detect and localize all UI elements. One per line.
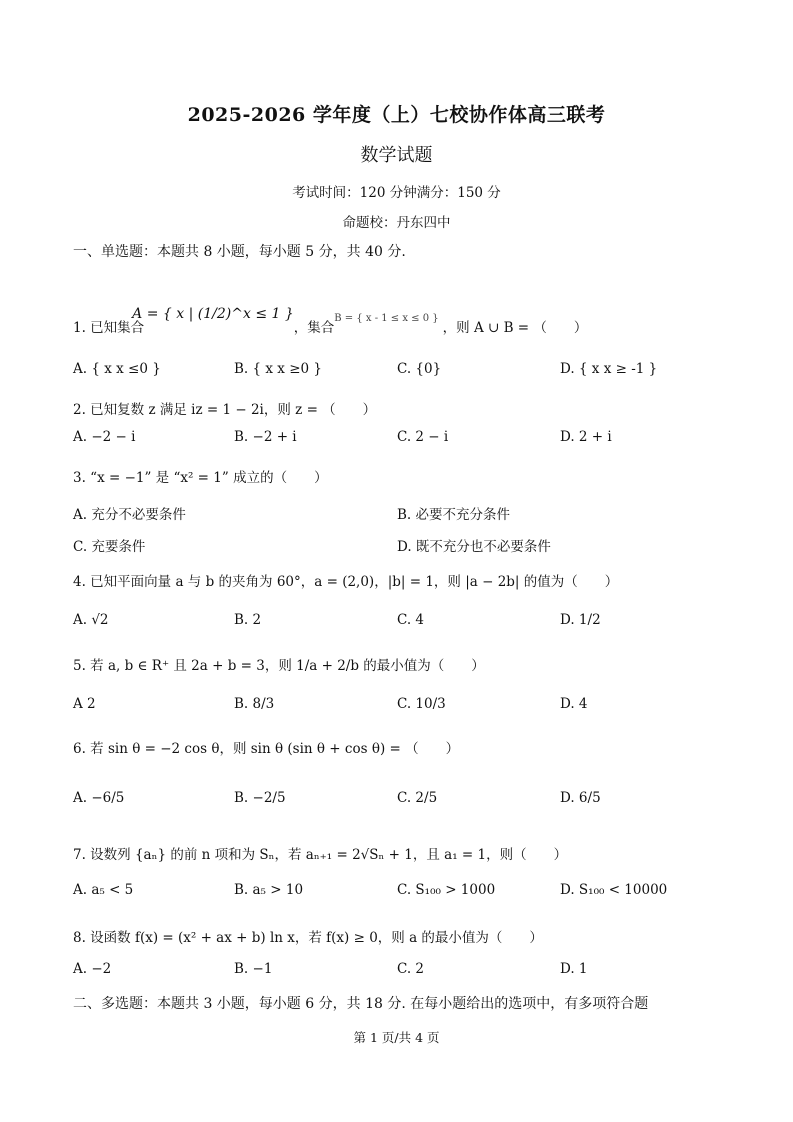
q7-option-b: B. a₅ > 10 xyxy=(234,882,304,898)
exam-school: 命题校：丹东四中 xyxy=(342,215,451,231)
question-6: 6. 若 sin θ = −2 cos θ，则 sin θ (sin θ + cos θ) = （ ） xyxy=(73,741,460,757)
q5-option-d: D. 4 xyxy=(560,696,588,712)
q1-set-a xyxy=(132,306,294,322)
q1-set-b: B = { x - 1 ≤ x ≤ 0 } xyxy=(334,313,439,324)
q3-option-a: A. 充分不必要条件 xyxy=(73,507,186,523)
q6-option-a: A. −6/5 xyxy=(73,790,125,806)
q2-option-d: D. 2 + i xyxy=(560,429,612,445)
q2-option-b: B. −2 + i xyxy=(234,429,297,445)
page-footer: 第 1 页/共 4 页 xyxy=(353,1030,440,1045)
q8-option-b: B. −1 xyxy=(234,961,273,977)
q8-option-c: C. 2 xyxy=(397,961,425,977)
q7-option-d: D. S₁₀₀ < 10000 xyxy=(560,882,668,898)
q1-stem-prefix: 1. 已知集合 xyxy=(73,320,145,336)
q2-option-a: A. −2 − i xyxy=(73,429,136,445)
q1-set-a-text: A = { x | (1/2)^x ≤ 1 } xyxy=(132,306,294,322)
q1-option-b: B. { x x ≥0 } xyxy=(234,361,322,377)
q2-option-c: C. 2 − i xyxy=(397,429,449,445)
q6-option-c: C. 2/5 xyxy=(397,790,438,806)
question-1 xyxy=(73,280,587,340)
exam-title: 2025-2026 学年度（上）七校协作体高三联考 xyxy=(187,104,606,126)
q5-option-b: B. 8/3 xyxy=(234,696,275,712)
q8-option-d: D. 1 xyxy=(560,961,588,977)
section-1-heading: 一、单选题：本题共 8 小题，每小题 5 分，共 40 分. xyxy=(73,244,406,260)
q1-option-d: D. { x x ≥ -1 } xyxy=(560,361,658,377)
section-2-heading: 二、多选题：本题共 3 小题，每小题 6 分，共 18 分. 在每小题给出的选项中，有多项符合题 xyxy=(73,996,649,1012)
q4-option-a: A. √2 xyxy=(73,612,109,628)
q1-option-c: C. {0} xyxy=(397,361,442,377)
q3-option-d: D. 既不充分也不必要条件 xyxy=(397,539,551,555)
q4-option-c: C. 4 xyxy=(397,612,425,628)
q3-option-c: C. 充要条件 xyxy=(73,539,146,555)
q4-option-d: D. 1/2 xyxy=(560,612,601,628)
question-2: 2. 已知复数 z 满足 iz = 1 − 2i，则 z = （ ） xyxy=(73,402,377,418)
question-7: 7. 设数列 {aₙ} 的前 n 项和为 Sₙ，若 aₙ₊₁ = 2√Sₙ + 1，且 a₁ = 1，则（ ） xyxy=(73,847,568,863)
exam-time: 考试时间：120 分钟满分：150 分 xyxy=(292,185,501,201)
q3-option-b: B. 必要不充分条件 xyxy=(397,507,511,523)
q1-tail: ，则 A ∪ B = （ ） xyxy=(442,320,588,336)
q5-option-c: C. 10/3 xyxy=(397,696,446,712)
q6-option-b: B. −2/5 xyxy=(234,790,286,806)
q5-option-a: A 2 xyxy=(73,696,96,712)
q8-option-a: A. −2 xyxy=(73,961,112,977)
exam-subtitle: 数学试题 xyxy=(360,145,433,166)
q1-option-a: A. { x x ≤0 } xyxy=(73,361,161,377)
question-4: 4. 已知平面向量 a 与 b 的夹角为 60°，a = (2,0)，|b| = 1，则 |a − 2b| 的值为（ ） xyxy=(73,574,619,590)
question-3: 3. “x = −1” 是 “x² = 1” 成立的（ ） xyxy=(73,470,328,486)
q6-option-d: D. 6/5 xyxy=(560,790,601,806)
q7-option-c: C. S₁₀₀ > 1000 xyxy=(397,882,496,898)
q1-mid: ，集合 xyxy=(293,320,335,336)
question-5: 5. 若 a, b ∈ R⁺ 且 2a + b = 3，则 1/a + 2/b 的最小值为（ ） xyxy=(73,658,485,674)
q4-option-b: B. 2 xyxy=(234,612,262,628)
q7-option-a: A. a₅ < 5 xyxy=(73,882,134,898)
question-8: 8. 设函数 f(x) = (x² + ax + b) ln x，若 f(x) ≥ 0，则 a 的最小值为（ ） xyxy=(73,930,543,946)
